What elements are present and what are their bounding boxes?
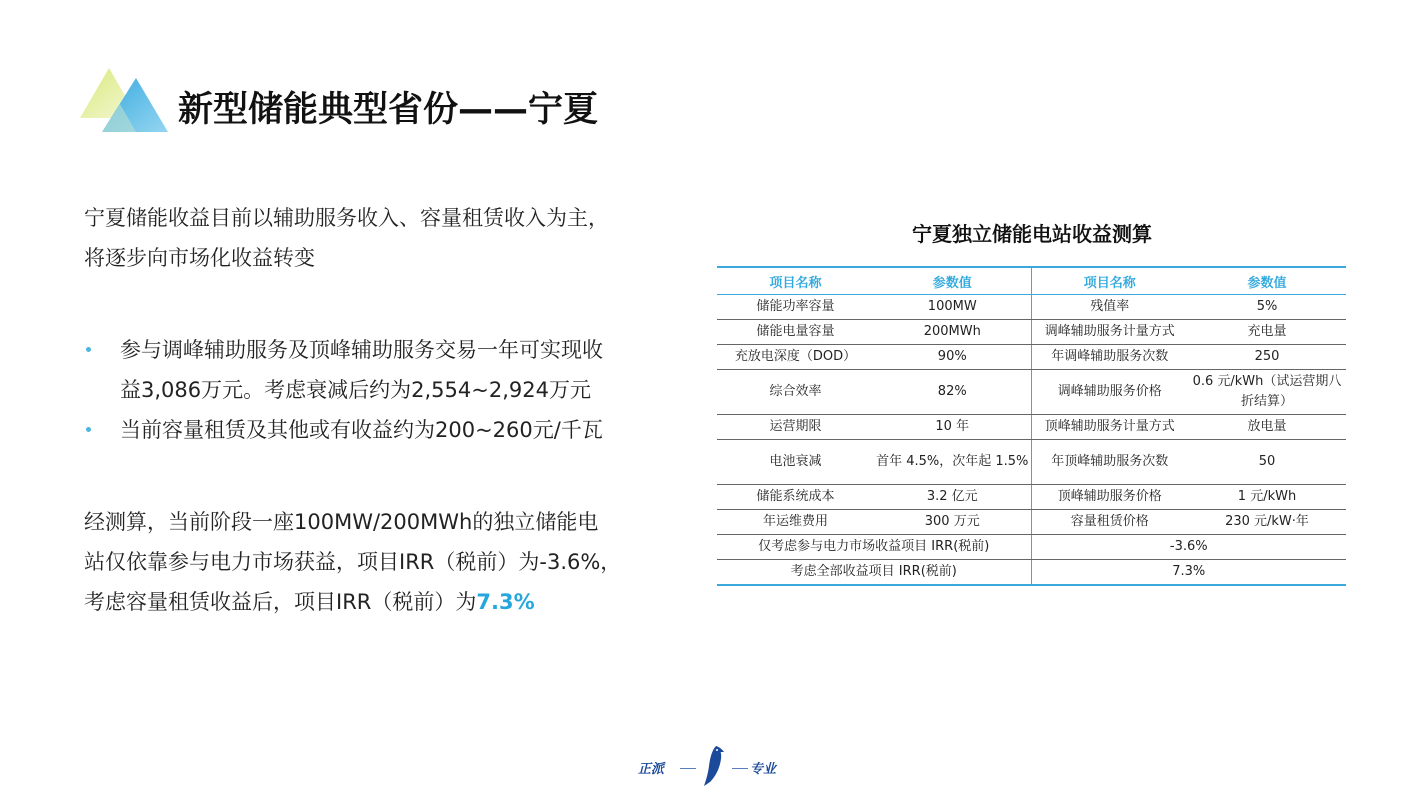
summary-row <box>717 535 1346 560</box>
table-cell: 顶峰辅助服务价格 <box>1031 485 1188 510</box>
table-cell: 1 元/kWh <box>1188 485 1346 510</box>
table-cell: 调峰辅助服务计量方式 <box>1031 320 1188 345</box>
conclusion-text: 考虑容量租赁收益后，项目IRR（税前）为 <box>84 590 477 614</box>
table-cell: 储能系统成本 <box>717 485 874 510</box>
summary-row <box>717 560 1346 586</box>
intro-line: 将逐步向市场化收益转变 <box>84 246 315 270</box>
column-header: 项目名称 <box>717 267 874 295</box>
table-header-row <box>717 267 1346 295</box>
table-cell: 储能电量容量 <box>717 320 874 345</box>
summary-value: -3.6% <box>1031 535 1346 560</box>
irr-highlight: 7.3% <box>476 590 535 614</box>
column-header: 参数值 <box>1188 267 1346 295</box>
footer-left-text: 正派 <box>638 762 665 777</box>
footer-right-text: 专业 <box>750 762 777 777</box>
table-cell: 年顶峰辅助服务次数 <box>1031 440 1188 485</box>
bullet-line: 参与调峰辅助服务及顶峰辅助服务交易一年可实现收 <box>120 338 603 362</box>
intro-paragraph <box>84 198 694 278</box>
bullet-line: 当前容量租赁及其他或有收益约为200~260元/千瓦 <box>120 418 603 442</box>
table-cell: 电池衰减 <box>717 440 874 485</box>
conclusion-line: 经测算，当前阶段一座100MW/200MWh的独立储能电 <box>84 510 599 534</box>
table-cell: 250 <box>1188 345 1346 370</box>
table-cell: 储能功率容量 <box>717 295 874 320</box>
conclusion-line <box>84 582 694 622</box>
table-cell: 200MWh <box>874 320 1031 345</box>
table-title: 宁夏独立储能电站收益测算 <box>912 222 1152 246</box>
table-cell: 运营期限 <box>717 415 874 440</box>
table-cell: 调峰辅助服务价格 <box>1031 370 1188 415</box>
table-cell: 100MW <box>874 295 1031 320</box>
bullet-line: 益3,086万元。考虑衰减后约为2,554~2,924万元 <box>120 378 591 402</box>
summary-value: 7.3% <box>1031 560 1346 586</box>
table-row <box>717 345 1346 370</box>
bullet-dot-icon <box>86 427 91 432</box>
table-cell: 容量租赁价格 <box>1031 510 1188 535</box>
bullet-list <box>84 330 694 450</box>
table-cell: 5% <box>1188 295 1346 320</box>
table-cell: 300 万元 <box>874 510 1031 535</box>
table-cell: 0.6 元/kWh（试运营期八折结算） <box>1188 370 1346 415</box>
intro-line: 宁夏储能收益目前以辅助服务收入、容量租赁收入为主， <box>84 206 609 230</box>
table-row <box>717 370 1346 415</box>
table-row <box>717 485 1346 510</box>
table-row <box>717 510 1346 535</box>
bird-logo-icon <box>700 744 730 788</box>
footer-divider <box>680 768 696 769</box>
table-cell: 首年 4.5%，次年起 1.5% <box>874 440 1031 485</box>
table-cell: 82% <box>874 370 1031 415</box>
table-row <box>717 295 1346 320</box>
footer-divider <box>732 768 748 769</box>
table-row <box>717 440 1346 485</box>
table-cell: 残值率 <box>1031 295 1188 320</box>
table-cell: 年运维费用 <box>717 510 874 535</box>
summary-label: 仅考虑参与电力市场收益项目 IRR(税前) <box>717 535 1031 560</box>
table-cell: 90% <box>874 345 1031 370</box>
table-cell: 年调峰辅助服务次数 <box>1031 345 1188 370</box>
table-cell: 230 元/kW·年 <box>1188 510 1346 535</box>
triangles-logo-icon <box>80 64 170 134</box>
revenue-calc-table <box>717 266 1346 586</box>
table-cell: 充放电深度（DOD） <box>717 345 874 370</box>
bullet-item <box>84 410 694 450</box>
table-cell: 放电量 <box>1188 415 1346 440</box>
table-row <box>717 320 1346 345</box>
conclusion-line: 站仅依靠参与电力市场获益，项目IRR（税前）为-3.6%， <box>84 550 622 574</box>
page-title: 新型储能典型省份——宁夏 <box>178 90 599 130</box>
table-cell: 3.2 亿元 <box>874 485 1031 510</box>
table-cell: 顶峰辅助服务计量方式 <box>1031 415 1188 440</box>
summary-label: 考虑全部收益项目 IRR(税前) <box>717 560 1031 586</box>
bullet-item <box>84 330 694 410</box>
table-row <box>717 415 1346 440</box>
column-header: 项目名称 <box>1031 267 1188 295</box>
table-cell: 充电量 <box>1188 320 1346 345</box>
footer-brand <box>636 744 796 788</box>
column-header: 参数值 <box>874 267 1031 295</box>
table-cell: 综合效率 <box>717 370 874 415</box>
table-cell: 10 年 <box>874 415 1031 440</box>
conclusion-paragraph <box>84 502 694 622</box>
bullet-dot-icon <box>86 347 91 352</box>
table-cell: 50 <box>1188 440 1346 485</box>
